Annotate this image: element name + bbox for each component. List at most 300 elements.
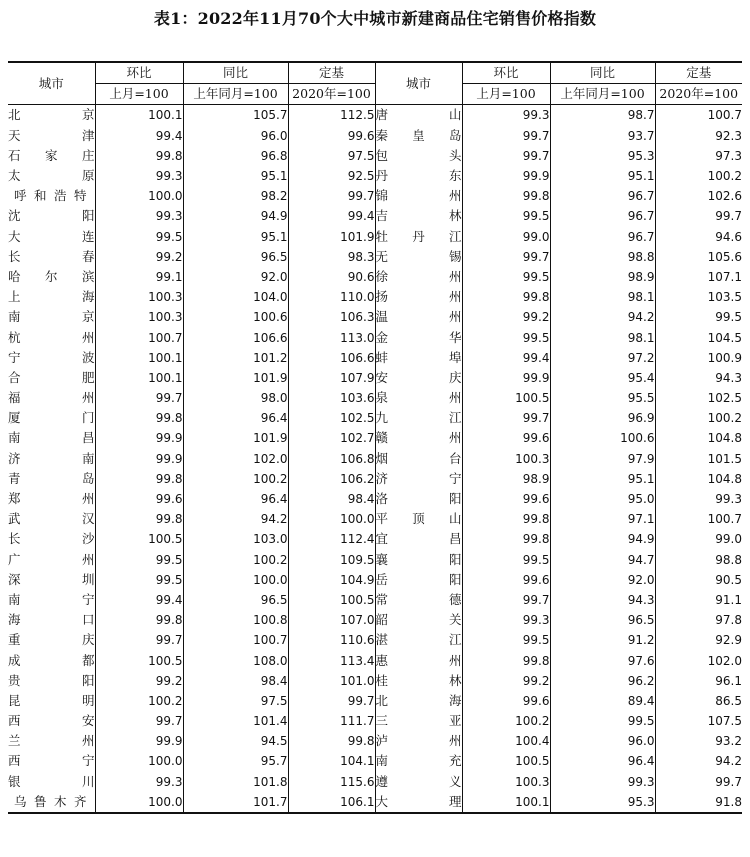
left-yoy-cell: 102.0 — [183, 449, 288, 469]
right-base-cell: 101.5 — [655, 449, 742, 469]
right-yoy-cell: 96.7 — [550, 206, 655, 226]
table-row — [8, 711, 742, 731]
left-city-cell: 北京 — [8, 107, 95, 123]
table-row — [8, 630, 742, 650]
left-base-cell: 104.9 — [288, 570, 375, 590]
left-mom-cell: 99.9 — [95, 731, 183, 751]
left-mom-cell: 100.7 — [95, 327, 183, 347]
right-city-cell: 惠州 — [375, 650, 462, 670]
table-body — [8, 105, 742, 813]
right-yoy-cell: 98.7 — [550, 105, 655, 126]
right-base-cell: 94.2 — [655, 751, 742, 771]
table-row — [8, 428, 742, 448]
right-yoy-cell: 94.3 — [550, 590, 655, 610]
left-yoy-cell: 101.8 — [183, 772, 288, 792]
table-row — [8, 509, 742, 529]
right-yoy-cell: 95.1 — [550, 166, 655, 186]
left-yoy-cell: 98.2 — [183, 186, 288, 206]
right-city-cell: 岳阳 — [375, 570, 462, 590]
right-city-cell: 丹东 — [375, 166, 462, 186]
header-city-left: 城市 — [8, 62, 95, 105]
left-mom-cell: 99.7 — [95, 711, 183, 731]
left-city-cell: 广州 — [8, 551, 95, 567]
left-mom-cell: 100.3 — [95, 307, 183, 327]
left-base-cell: 112.5 — [288, 105, 375, 126]
right-mom-cell: 99.0 — [462, 227, 550, 247]
left-city-cell: 天津 — [8, 127, 95, 143]
right-yoy-cell: 91.2 — [550, 630, 655, 650]
left-city-cell: 厦门 — [8, 410, 95, 426]
left-city-cell: 郑州 — [8, 491, 95, 507]
right-mom-cell: 99.8 — [462, 287, 550, 307]
right-base-cell: 97.3 — [655, 146, 742, 166]
left-yoy-cell: 96.4 — [183, 408, 288, 428]
left-base-cell: 112.4 — [288, 529, 375, 549]
right-mom-cell: 99.5 — [462, 267, 550, 287]
left-yoy-cell: 96.0 — [183, 126, 288, 146]
right-yoy-cell: 95.4 — [550, 368, 655, 388]
right-base-cell: 94.6 — [655, 227, 742, 247]
left-yoy-cell: 94.9 — [183, 206, 288, 226]
right-mom-cell: 99.4 — [462, 348, 550, 368]
table-row — [8, 550, 742, 570]
right-city-cell: 济宁 — [375, 469, 462, 489]
right-base-cell: 99.7 — [655, 206, 742, 226]
right-mom-cell: 99.8 — [462, 650, 550, 670]
right-mom-cell: 99.6 — [462, 428, 550, 448]
right-city-cell: 温州 — [375, 307, 462, 327]
right-city-cell: 唐山 — [375, 105, 462, 126]
right-mom-cell: 99.7 — [462, 126, 550, 146]
right-base-cell: 91.8 — [655, 792, 742, 813]
right-city-cell: 无锡 — [375, 247, 462, 267]
table-row — [8, 126, 742, 146]
left-base-cell: 99.8 — [288, 731, 375, 751]
right-yoy-cell: 98.8 — [550, 247, 655, 267]
table-row — [8, 449, 742, 469]
left-mom-cell: 99.8 — [95, 146, 183, 166]
left-city-cell: 西宁 — [8, 753, 95, 769]
left-yoy-cell: 95.1 — [183, 227, 288, 247]
left-mom-cell: 100.3 — [95, 287, 183, 307]
right-city-cell: 襄阳 — [375, 550, 462, 570]
left-mom-cell: 99.2 — [95, 247, 183, 267]
right-base-cell: 105.6 — [655, 247, 742, 267]
left-base-cell: 101.0 — [288, 671, 375, 691]
table-row — [8, 731, 742, 751]
table-row — [8, 772, 742, 792]
right-base-cell: 102.5 — [655, 388, 742, 408]
right-base-cell: 104.8 — [655, 428, 742, 448]
left-base-cell: 110.0 — [288, 287, 375, 307]
right-yoy-cell: 95.3 — [550, 146, 655, 166]
right-base-cell: 100.2 — [655, 408, 742, 428]
right-city-cell: 遵义 — [375, 772, 462, 792]
right-base-cell: 99.3 — [655, 489, 742, 509]
right-yoy-cell: 96.7 — [550, 227, 655, 247]
header-mom-left: 环比 — [95, 62, 183, 84]
right-mom-cell: 99.6 — [462, 489, 550, 509]
right-base-cell: 91.1 — [655, 590, 742, 610]
right-city-cell: 泸州 — [375, 731, 462, 751]
right-city-cell: 泉州 — [375, 388, 462, 408]
left-mom-cell: 99.3 — [95, 166, 183, 186]
left-mom-cell: 100.0 — [95, 792, 183, 813]
right-base-cell: 98.8 — [655, 550, 742, 570]
table-header — [8, 62, 742, 105]
header-city-right: 城市 — [375, 62, 462, 105]
left-mom-cell: 99.8 — [95, 509, 183, 529]
table-row — [8, 751, 742, 771]
left-yoy-cell: 101.7 — [183, 792, 288, 813]
left-base-cell: 90.6 — [288, 267, 375, 287]
right-city-cell: 牡丹江 — [375, 227, 462, 247]
left-yoy-cell: 95.7 — [183, 751, 288, 771]
right-base-cell: 100.7 — [655, 105, 742, 126]
left-mom-cell: 99.4 — [95, 590, 183, 610]
right-mom-cell: 99.5 — [462, 206, 550, 226]
left-mom-cell: 99.5 — [95, 227, 183, 247]
right-yoy-cell: 96.2 — [550, 671, 655, 691]
left-mom-cell: 100.5 — [95, 529, 183, 549]
left-base-cell: 103.6 — [288, 388, 375, 408]
right-base-cell: 100.2 — [655, 166, 742, 186]
left-base-cell: 109.5 — [288, 550, 375, 570]
left-yoy-cell: 100.8 — [183, 610, 288, 630]
right-yoy-cell: 95.5 — [550, 388, 655, 408]
left-city-cell: 长沙 — [8, 531, 95, 547]
left-yoy-cell: 92.0 — [183, 267, 288, 287]
left-base-cell: 106.1 — [288, 792, 375, 813]
left-mom-cell: 99.5 — [95, 550, 183, 570]
left-yoy-cell: 98.4 — [183, 671, 288, 691]
left-city-cell: 杭州 — [8, 329, 95, 345]
right-yoy-cell: 96.9 — [550, 408, 655, 428]
right-base-cell: 100.9 — [655, 348, 742, 368]
right-city-cell: 常德 — [375, 590, 462, 610]
left-base-cell: 97.5 — [288, 146, 375, 166]
left-yoy-cell: 96.5 — [183, 590, 288, 610]
left-city-cell: 石家庄 — [8, 147, 95, 163]
right-yoy-cell: 97.1 — [550, 509, 655, 529]
left-base-cell: 98.4 — [288, 489, 375, 509]
price-index-table — [8, 61, 742, 814]
right-yoy-cell: 98.1 — [550, 327, 655, 347]
right-yoy-cell: 98.9 — [550, 267, 655, 287]
left-base-cell: 99.6 — [288, 126, 375, 146]
left-yoy-cell: 98.0 — [183, 388, 288, 408]
left-yoy-cell: 96.5 — [183, 247, 288, 267]
table-row — [8, 469, 742, 489]
right-city-cell: 宜昌 — [375, 529, 462, 549]
right-mom-cell: 99.9 — [462, 166, 550, 186]
right-base-cell: 94.3 — [655, 368, 742, 388]
header-mom-right: 环比 — [462, 62, 550, 84]
left-city-cell: 沈阳 — [8, 208, 95, 224]
right-yoy-cell: 98.1 — [550, 287, 655, 307]
left-yoy-cell: 101.2 — [183, 348, 288, 368]
right-city-cell: 大理 — [375, 792, 462, 813]
left-base-cell: 102.7 — [288, 428, 375, 448]
left-base-cell: 107.0 — [288, 610, 375, 630]
right-yoy-cell: 97.9 — [550, 449, 655, 469]
right-base-cell: 104.5 — [655, 327, 742, 347]
right-mom-cell: 100.2 — [462, 711, 550, 731]
left-yoy-cell: 101.9 — [183, 428, 288, 448]
right-mom-cell: 99.7 — [462, 590, 550, 610]
left-mom-cell: 100.1 — [95, 348, 183, 368]
right-city-cell: 安庆 — [375, 368, 462, 388]
table-row — [8, 105, 742, 126]
right-mom-cell: 99.6 — [462, 691, 550, 711]
right-base-cell: 99.0 — [655, 529, 742, 549]
left-base-cell: 102.5 — [288, 408, 375, 428]
left-yoy-cell: 103.0 — [183, 529, 288, 549]
right-yoy-cell: 94.9 — [550, 529, 655, 549]
left-yoy-cell: 94.2 — [183, 509, 288, 529]
subheader-yoy-left: 上年同月=100 — [183, 84, 288, 105]
table-row — [8, 408, 742, 428]
left-mom-cell: 99.9 — [95, 428, 183, 448]
left-yoy-cell: 101.4 — [183, 711, 288, 731]
right-city-cell: 包头 — [375, 146, 462, 166]
left-yoy-cell: 100.2 — [183, 469, 288, 489]
right-yoy-cell: 95.0 — [550, 489, 655, 509]
left-base-cell: 98.3 — [288, 247, 375, 267]
left-city-cell: 青岛 — [8, 470, 95, 486]
subheader-mom-right: 上月=100 — [462, 84, 550, 105]
left-base-cell: 113.0 — [288, 327, 375, 347]
right-mom-cell: 100.1 — [462, 792, 550, 813]
left-city-cell: 宁波 — [8, 349, 95, 365]
subheader-base-left: 2020年=100 — [288, 84, 375, 105]
right-city-cell: 吉林 — [375, 206, 462, 226]
left-mom-cell: 99.6 — [95, 489, 183, 509]
left-city-cell: 海口 — [8, 612, 95, 628]
right-base-cell: 97.8 — [655, 610, 742, 630]
right-city-cell: 金华 — [375, 327, 462, 347]
left-city-cell: 南京 — [8, 309, 95, 325]
header-base-left: 定基 — [288, 62, 375, 84]
right-city-cell: 三亚 — [375, 711, 462, 731]
left-mom-cell: 100.0 — [95, 186, 183, 206]
left-yoy-cell: 108.0 — [183, 650, 288, 670]
right-yoy-cell: 96.0 — [550, 731, 655, 751]
table-row — [8, 610, 742, 630]
right-mom-cell: 99.2 — [462, 671, 550, 691]
right-mom-cell: 99.7 — [462, 146, 550, 166]
left-mom-cell: 99.1 — [95, 267, 183, 287]
right-yoy-cell: 96.7 — [550, 186, 655, 206]
table-row — [8, 570, 742, 590]
right-yoy-cell: 96.5 — [550, 610, 655, 630]
table-row — [8, 267, 742, 287]
right-base-cell: 107.1 — [655, 267, 742, 287]
right-base-cell: 99.5 — [655, 307, 742, 327]
left-base-cell: 106.3 — [288, 307, 375, 327]
left-city-cell: 济南 — [8, 450, 95, 466]
left-base-cell: 99.7 — [288, 691, 375, 711]
table-row — [8, 368, 742, 388]
table-row — [8, 348, 742, 368]
right-base-cell: 99.7 — [655, 772, 742, 792]
left-city-cell: 太原 — [8, 168, 95, 184]
left-yoy-cell: 100.0 — [183, 570, 288, 590]
subheader-yoy-right: 上年同月=100 — [550, 84, 655, 105]
right-mom-cell: 99.7 — [462, 247, 550, 267]
left-yoy-cell: 100.6 — [183, 307, 288, 327]
left-base-cell: 106.6 — [288, 348, 375, 368]
right-mom-cell: 99.5 — [462, 630, 550, 650]
right-city-cell: 北海 — [375, 691, 462, 711]
table-row — [8, 166, 742, 186]
table-row — [8, 792, 742, 813]
left-base-cell: 107.9 — [288, 368, 375, 388]
right-base-cell: 92.9 — [655, 630, 742, 650]
right-mom-cell: 99.6 — [462, 570, 550, 590]
left-mom-cell: 99.3 — [95, 206, 183, 226]
left-city-cell: 哈尔滨 — [8, 268, 95, 284]
subheader-mom-left: 上月=100 — [95, 84, 183, 105]
right-city-cell: 扬州 — [375, 287, 462, 307]
table-row — [8, 247, 742, 267]
left-city-cell: 重庆 — [8, 632, 95, 648]
right-city-cell: 湛江 — [375, 630, 462, 650]
left-city-cell: 昆明 — [8, 692, 95, 708]
left-yoy-cell: 105.7 — [183, 105, 288, 126]
right-base-cell: 86.5 — [655, 691, 742, 711]
table-row — [8, 206, 742, 226]
left-base-cell: 115.6 — [288, 772, 375, 792]
right-yoy-cell: 89.4 — [550, 691, 655, 711]
left-city-cell: 南昌 — [8, 430, 95, 446]
left-base-cell: 99.4 — [288, 206, 375, 226]
left-city-cell: 大连 — [8, 228, 95, 244]
right-yoy-cell: 97.2 — [550, 348, 655, 368]
left-city-cell: 呼和浩特 — [14, 188, 87, 204]
table-row — [8, 590, 742, 610]
right-mom-cell: 99.8 — [462, 509, 550, 529]
right-base-cell: 104.8 — [655, 469, 742, 489]
right-mom-cell: 100.3 — [462, 449, 550, 469]
left-base-cell: 110.6 — [288, 630, 375, 650]
right-city-cell: 蚌埠 — [375, 348, 462, 368]
right-mom-cell: 99.8 — [462, 529, 550, 549]
right-base-cell: 92.3 — [655, 126, 742, 146]
left-yoy-cell: 94.5 — [183, 731, 288, 751]
right-mom-cell: 99.2 — [462, 307, 550, 327]
left-city-cell: 乌鲁木齐 — [8, 792, 95, 813]
left-base-cell: 92.5 — [288, 166, 375, 186]
right-city-cell: 秦皇岛 — [375, 126, 462, 146]
right-yoy-cell: 99.3 — [550, 772, 655, 792]
right-yoy-cell: 100.6 — [550, 428, 655, 448]
header-yoy-left: 同比 — [183, 62, 288, 84]
table-row — [8, 671, 742, 691]
right-yoy-cell: 95.1 — [550, 469, 655, 489]
left-mom-cell: 99.8 — [95, 408, 183, 428]
table-row — [8, 146, 742, 166]
right-base-cell: 107.5 — [655, 711, 742, 731]
left-base-cell: 111.7 — [288, 711, 375, 731]
left-mom-cell: 99.5 — [95, 570, 183, 590]
right-city-cell: 赣州 — [375, 428, 462, 448]
table-row — [8, 307, 742, 327]
left-yoy-cell: 96.4 — [183, 489, 288, 509]
left-mom-cell: 99.7 — [95, 630, 183, 650]
right-yoy-cell: 94.2 — [550, 307, 655, 327]
left-mom-cell: 100.1 — [95, 105, 183, 126]
right-yoy-cell: 94.7 — [550, 550, 655, 570]
left-mom-cell: 99.4 — [95, 126, 183, 146]
left-base-cell: 106.8 — [288, 449, 375, 469]
left-city-cell: 深圳 — [8, 571, 95, 587]
left-mom-cell: 99.8 — [95, 610, 183, 630]
left-city-cell: 长春 — [8, 248, 95, 264]
right-city-cell: 平顶山 — [375, 509, 462, 529]
left-mom-cell: 99.3 — [95, 772, 183, 792]
right-city-cell: 洛阳 — [375, 489, 462, 509]
right-city-cell: 烟台 — [375, 449, 462, 469]
right-base-cell: 100.7 — [655, 509, 742, 529]
right-base-cell: 102.6 — [655, 186, 742, 206]
left-city-cell: 福州 — [8, 390, 95, 406]
left-yoy-cell: 96.8 — [183, 146, 288, 166]
left-yoy-cell: 101.9 — [183, 368, 288, 388]
right-yoy-cell: 95.3 — [550, 792, 655, 813]
table-row — [8, 650, 742, 670]
right-mom-cell: 98.9 — [462, 469, 550, 489]
left-city-cell: 兰州 — [8, 733, 95, 749]
left-mom-cell: 100.5 — [95, 650, 183, 670]
left-mom-cell: 100.1 — [95, 368, 183, 388]
left-base-cell: 106.2 — [288, 469, 375, 489]
subheader-base-right: 2020年=100 — [655, 84, 742, 105]
table-row — [8, 529, 742, 549]
left-mom-cell: 99.2 — [95, 671, 183, 691]
right-base-cell: 96.1 — [655, 671, 742, 691]
left-city-cell: 银川 — [8, 773, 95, 789]
right-base-cell: 93.2 — [655, 731, 742, 751]
right-city-cell: 南充 — [375, 751, 462, 771]
left-mom-cell: 99.7 — [95, 388, 183, 408]
right-city-cell: 韶关 — [375, 610, 462, 630]
right-mom-cell: 100.3 — [462, 772, 550, 792]
right-mom-cell: 99.9 — [462, 368, 550, 388]
table-title: 表1：2022年11月70个大中城市新建商品住宅销售价格指数 — [153, 9, 597, 28]
right-mom-cell: 99.5 — [462, 327, 550, 347]
table-row — [8, 388, 742, 408]
right-city-cell: 徐州 — [375, 267, 462, 287]
left-yoy-cell: 97.5 — [183, 691, 288, 711]
left-mom-cell: 99.8 — [95, 469, 183, 489]
right-yoy-cell: 97.6 — [550, 650, 655, 670]
left-city-cell: 贵阳 — [8, 672, 95, 688]
right-yoy-cell: 92.0 — [550, 570, 655, 590]
left-base-cell: 113.4 — [288, 650, 375, 670]
left-city-cell: 合肥 — [8, 369, 95, 385]
right-base-cell: 90.5 — [655, 570, 742, 590]
left-yoy-cell: 104.0 — [183, 287, 288, 307]
right-mom-cell: 100.5 — [462, 388, 550, 408]
left-yoy-cell: 95.1 — [183, 166, 288, 186]
header-base-right: 定基 — [655, 62, 742, 84]
right-base-cell: 102.0 — [655, 650, 742, 670]
right-mom-cell: 99.3 — [462, 610, 550, 630]
right-city-cell: 桂林 — [375, 671, 462, 691]
left-mom-cell: 100.2 — [95, 691, 183, 711]
right-mom-cell: 99.7 — [462, 408, 550, 428]
